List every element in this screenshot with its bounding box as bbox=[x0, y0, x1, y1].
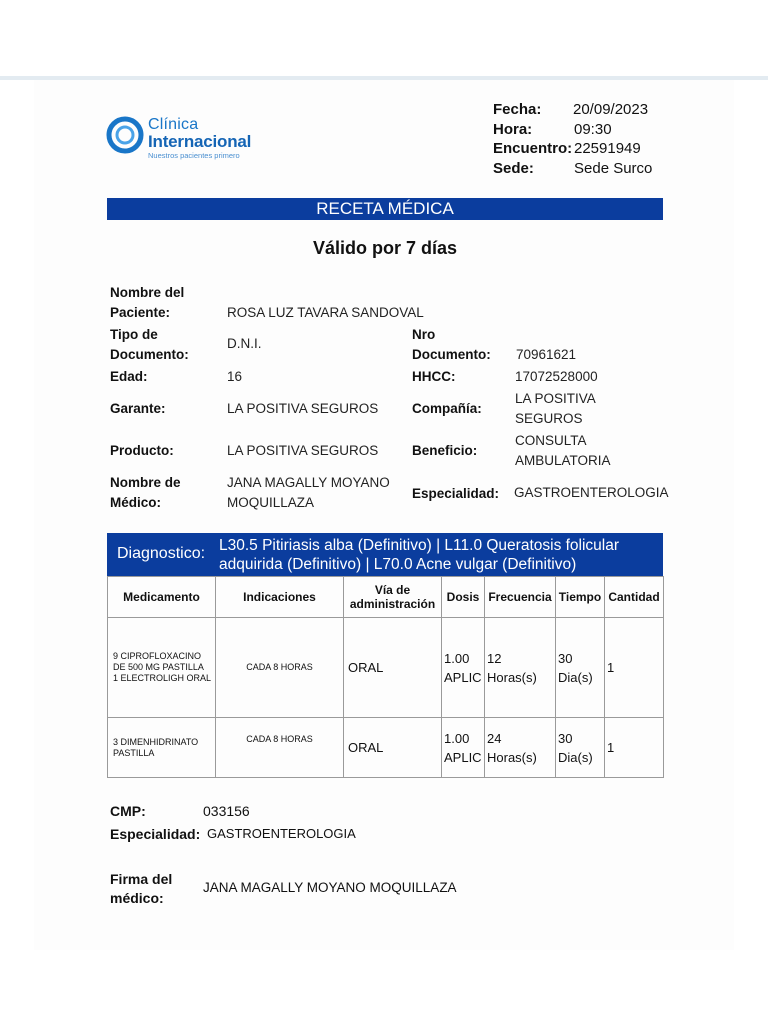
hora-value: 09:30 bbox=[574, 120, 612, 138]
medication-dose: 1.00 APLIC bbox=[442, 718, 485, 778]
diagnosis-label: Diagnostico: bbox=[117, 545, 206, 562]
column-header: Tiempo bbox=[556, 577, 605, 618]
hhcc-value: 17072528000 bbox=[515, 369, 598, 384]
clinic-tagline: Nuestros pacientes primero bbox=[148, 151, 240, 160]
cmp-label: CMP: bbox=[110, 803, 146, 819]
medication-table bbox=[107, 576, 664, 778]
clinic-name-line2: Internacional bbox=[148, 132, 252, 151]
diagnosis-text: L30.5 Pitiriasis alba (Definitivo) | L11.0 Queratosis folicular adquirida (Definitivo) | L70.0 Acne vulgar (Definitivo) bbox=[219, 537, 620, 573]
fecha-label: Fecha: bbox=[493, 101, 542, 118]
fecha-value: 20/09/2023 bbox=[573, 101, 649, 118]
clinic-logo-mark-icon bbox=[106, 116, 144, 154]
signature-name: JANA MAGALLY MOYANO MOQUILLAZA bbox=[203, 880, 457, 895]
column-header: Frecuencia bbox=[485, 577, 556, 618]
encuentro-value: 22591949 bbox=[574, 140, 641, 157]
column-header: Medicamento bbox=[108, 577, 216, 618]
medication-quantity: 1 bbox=[605, 718, 664, 778]
patient-name-value: ROSA LUZ TAVARA SANDOVAL bbox=[227, 305, 424, 320]
cmp-value: 033156 bbox=[203, 803, 250, 819]
guarantor-value: LA POSITIVA SEGUROS bbox=[227, 401, 379, 416]
guarantor-label: Garante: bbox=[110, 401, 166, 416]
specialty-label: Especialidad: bbox=[412, 486, 500, 501]
signature-label: Firma del médico: bbox=[110, 871, 173, 906]
table-row bbox=[108, 618, 664, 718]
product-value: LA POSITIVA SEGUROS bbox=[227, 443, 379, 458]
specialty-value: GASTROENTEROLOGIA bbox=[514, 485, 669, 500]
hora-label: Hora: bbox=[493, 120, 533, 138]
age-value: 16 bbox=[227, 369, 243, 384]
doc-type-label: Tipo de Documento: bbox=[110, 327, 189, 362]
hhcc-label: HHCC: bbox=[412, 369, 456, 384]
benefit-value: CONSULTA AMBULATORIA bbox=[515, 433, 611, 468]
medication-name: 9 CIPROFLOXACINO DE 500 MG PASTILLA 1 ELECTROLIGH ORAL bbox=[108, 618, 216, 718]
doc-number-value: 70961621 bbox=[516, 347, 577, 362]
medication-route: ORAL bbox=[344, 718, 442, 778]
doc-number-label: Nro Documento: bbox=[412, 327, 491, 362]
encuentro-label: Encuentro: bbox=[493, 140, 573, 157]
medication-dose: 1.00 APLIC bbox=[442, 618, 485, 718]
top-margin bbox=[0, 0, 768, 78]
medication-frequency: 24 Horas(s) bbox=[485, 718, 556, 778]
patient-name-label: Nombre del Paciente: bbox=[110, 285, 185, 320]
clinic-name-line1: Clínica bbox=[148, 116, 199, 133]
benefit-label: Beneficio: bbox=[412, 443, 478, 458]
footer-specialty-label: Especialidad: bbox=[110, 826, 201, 842]
medication-route: ORAL bbox=[344, 618, 442, 718]
table-header-row bbox=[108, 577, 664, 618]
diagnosis-bar bbox=[107, 533, 663, 576]
bottom-margin bbox=[0, 950, 768, 1024]
document-title: RECETA MÉDICA bbox=[107, 198, 663, 220]
medication-name: 3 DIMENHIDRINATO PASTILLA bbox=[108, 718, 216, 778]
validity-note: Válido por 7 días bbox=[312, 238, 458, 258]
footer-specialty-value: GASTROENTEROLOGIA bbox=[207, 826, 356, 841]
column-header: Indicaciones bbox=[216, 577, 344, 618]
sede-label: Sede: bbox=[493, 159, 534, 177]
clinic-logo bbox=[106, 114, 271, 164]
company-label: Compañía: bbox=[412, 401, 482, 416]
medication-duration: 30 Dia(s) bbox=[556, 718, 605, 778]
sede-value: Sede Surco bbox=[574, 159, 653, 177]
product-label: Producto: bbox=[110, 443, 174, 458]
medication-quantity: 1 bbox=[605, 618, 664, 718]
column-header: Vía de administración bbox=[344, 577, 442, 618]
medication-frequency: 12 Horas(s) bbox=[485, 618, 556, 718]
doctor-name-value: JANA MAGALLY MOYANO MOQUILLAZA bbox=[227, 475, 390, 510]
column-header: Dosis bbox=[442, 577, 485, 618]
medication-duration: 30 Dia(s) bbox=[556, 618, 605, 718]
doctor-name-label: Nombre de Médico: bbox=[110, 475, 181, 510]
medication-instructions: CADA 8 HORAS bbox=[216, 718, 344, 778]
table-row bbox=[108, 718, 664, 778]
company-value: LA POSITIVA SEGUROS bbox=[515, 391, 596, 426]
medication-instructions: CADA 8 HORAS bbox=[216, 618, 344, 718]
age-label: Edad: bbox=[110, 369, 148, 384]
doc-type-value: D.N.I. bbox=[227, 336, 262, 351]
column-header: Cantidad bbox=[605, 577, 664, 618]
